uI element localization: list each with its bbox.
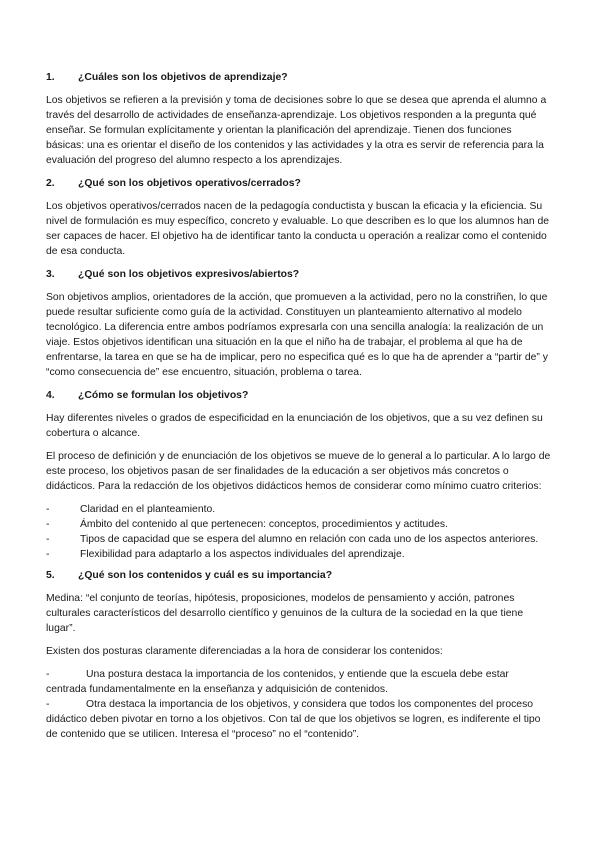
section-5-title: ¿Qué son los contenidos y cuál es su importancia? (78, 570, 333, 581)
section-4-number: 4. (46, 390, 55, 401)
list-item-text: Flexibilidad para adaptarlo a los aspectos individuales del aprendizaje. (80, 549, 405, 560)
list-item (46, 517, 552, 532)
list-item-text: Otra destaca la importancia de los objetivos, y considera que todos los componentes del proceso didáctico deben pivotar en torno a los objetivos. Con tal de que los objetivos se logren, es indiferente el tipo de contenido que se utilicen. Interesa el “proceso” no el “contenido”. (46, 699, 541, 740)
section-2-title: ¿Qué son los objetivos operativos/cerrados? (78, 178, 301, 189)
section-4-heading (46, 388, 552, 403)
section-3-title: ¿Qué son los objetivos expresivos/abiertos? (78, 269, 300, 280)
list-marker: - (46, 534, 50, 545)
section-5-heading (46, 568, 552, 583)
list-item-text: Claridad en el planteamiento. (80, 504, 216, 515)
section-1-number: 1. (46, 72, 55, 83)
list-marker: - (46, 519, 50, 530)
list-item (46, 502, 552, 517)
list-item-text: Ámbito del contenido al que pertenecen: conceptos, procedimientos y actitudes. (80, 519, 448, 530)
section-2-paragraph: Los objetivos operativos/cerrados nacen de la pedagogía conductista y buscan la eficacia y la eficiencia. Su nivel de formulación es muy específico, concreto y evaluable. Lo que describen es lo que los alumnos han de ser capaces de hacer. El objetivo ha de identificar tanto la conducta u operación a realizar como el contenido de esa conducta. (46, 201, 550, 257)
section-5-number: 5. (46, 570, 55, 581)
section-1-heading (46, 70, 552, 85)
postures-list (46, 667, 552, 742)
list-marker: - (46, 699, 50, 710)
section-3-heading (46, 267, 552, 282)
section-1-paragraph: Los objetivos se refieren a la previsión y toma de decisiones sobre lo que se desea que aprenda el alumno a través del desarrollo de actividades de enseñanza-aprendizaje. Los objetivos responden a la pregunta qué enseñar. Se formulan explícitamente y orientan la planificación del aprendizaje. Tienen dos funciones básicas: una es orientar el diseño de los contenidos y las actividades y la otra es servir de referencia para la evaluación del progreso del alumno respecto a los aprendizajes. (46, 95, 547, 166)
section-4-paragraph-1: Hay diferentes niveles o grados de especificidad en la enunciación de los objetivos, que a su vez definen su cobertura o alcance. (46, 413, 543, 439)
list-marker: - (46, 549, 50, 560)
list-item (46, 667, 552, 697)
section-3-number: 3. (46, 269, 55, 280)
list-marker: - (46, 504, 50, 515)
section-5-paragraph-1: Medina: “el conjunto de teorías, hipótesis, proposiciones, modelos de pensamiento y acción, patrones culturales característicos del desarrollo científico y genuinos de la cultura de la sociedad en la que tiene lugar”. (46, 593, 524, 634)
list-item-text: Una postura destaca la importancia de los contenidos, y entiende que la escuela debe estar centrada fundamentalmente en la enseñanza y adquisición de contenidos. (46, 669, 509, 695)
section-4-paragraph-2: El proceso de definición y de enunciación de los objetivos se mueve de lo general a lo particular. A lo largo de este proceso, los objetivos pasan de ser finalidades de la educación a ser objetivos más concretos o didácticos. Para la redacción de los objetivos didácticos hemos de considerar como mínimo cuatro criterios: (46, 451, 551, 492)
list-item-text: Tipos de capacidad que se espera del alumno en relación con cada uno de los aspectos anteriores. (80, 534, 539, 545)
section-3-paragraph: Son objetivos amplios, orientadores de la acción, que promueven a la actividad, pero no la constriñen, lo que puede resultar suficiente como guía de la actividad. Constituyen un planteamiento alternativo al modelo tecnológico. La diferencia entre ambos podríamos expresarla con una sencilla analogía: la realización de un viaje. Estos objetivos identifican una situación en la que el niño ha de trabajar, el problema al que ha de enfrentarse, la tarea en que se ha de implicar, pero no especifica qué es lo que ha de aprender a “partir de” y “como consecuencia de” ese encuentro, situación, problema o tarea. (46, 292, 548, 378)
criteria-list (46, 502, 552, 562)
list-item (46, 532, 552, 547)
list-marker: - (46, 669, 50, 680)
list-item (46, 547, 552, 562)
section-1-title: ¿Cuáles son los objetivos de aprendizaje? (78, 72, 288, 83)
section-2-number: 2. (46, 178, 55, 189)
section-4-title: ¿Cómo se formulan los objetivos? (78, 390, 249, 401)
section-2-heading (46, 176, 552, 191)
list-item (46, 697, 552, 742)
section-5-paragraph-2: Existen dos posturas claramente diferenciadas a la hora de considerar los contenidos: (46, 646, 443, 657)
